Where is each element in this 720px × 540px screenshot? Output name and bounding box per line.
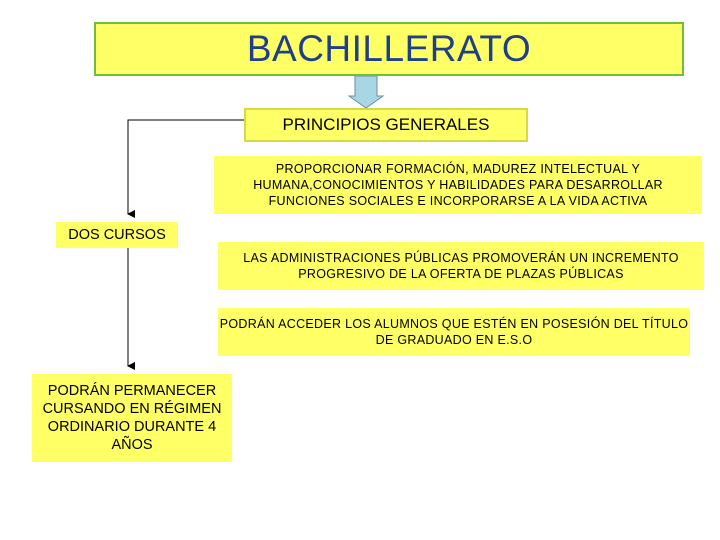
administraciones-box: LAS ADMINISTRACIONES PÚBLICAS PROMOVERÁN UN INCREMENTO PROGRESIVO DE LA OFERTA DE PLAZAS PÚBLICAS [218, 242, 704, 290]
principios-generales-box: PRINCIPIOS GENERALES [244, 108, 528, 142]
dos-cursos-box: DOS CURSOS [56, 222, 178, 248]
formacion-box: PROPORCIONAR FORMACIÓN, MADUREZ INTELECTUAL Y HUMANA,CONOCIMIENTOS Y HABILIDADES PARA DESARROLLAR FUNCIONES SOCIALES E INCORPORARSE A LA VIDA ACTIVA [214, 156, 702, 214]
acceder-box: PODRÁN ACCEDER LOS ALUMNOS QUE ESTÉN EN POSESIÓN DEL TÍTULO DE GRADUADO EN E.S.O [218, 308, 690, 356]
permanecer-box: PODRÁN PERMANECER CURSANDO EN RÉGIMEN ORDINARIO DURANTE 4 AÑOS [32, 374, 232, 462]
page-title: BACHILLERATO [246, 28, 532, 69]
title-box [94, 22, 684, 76]
down-arrow-icon [349, 76, 383, 108]
